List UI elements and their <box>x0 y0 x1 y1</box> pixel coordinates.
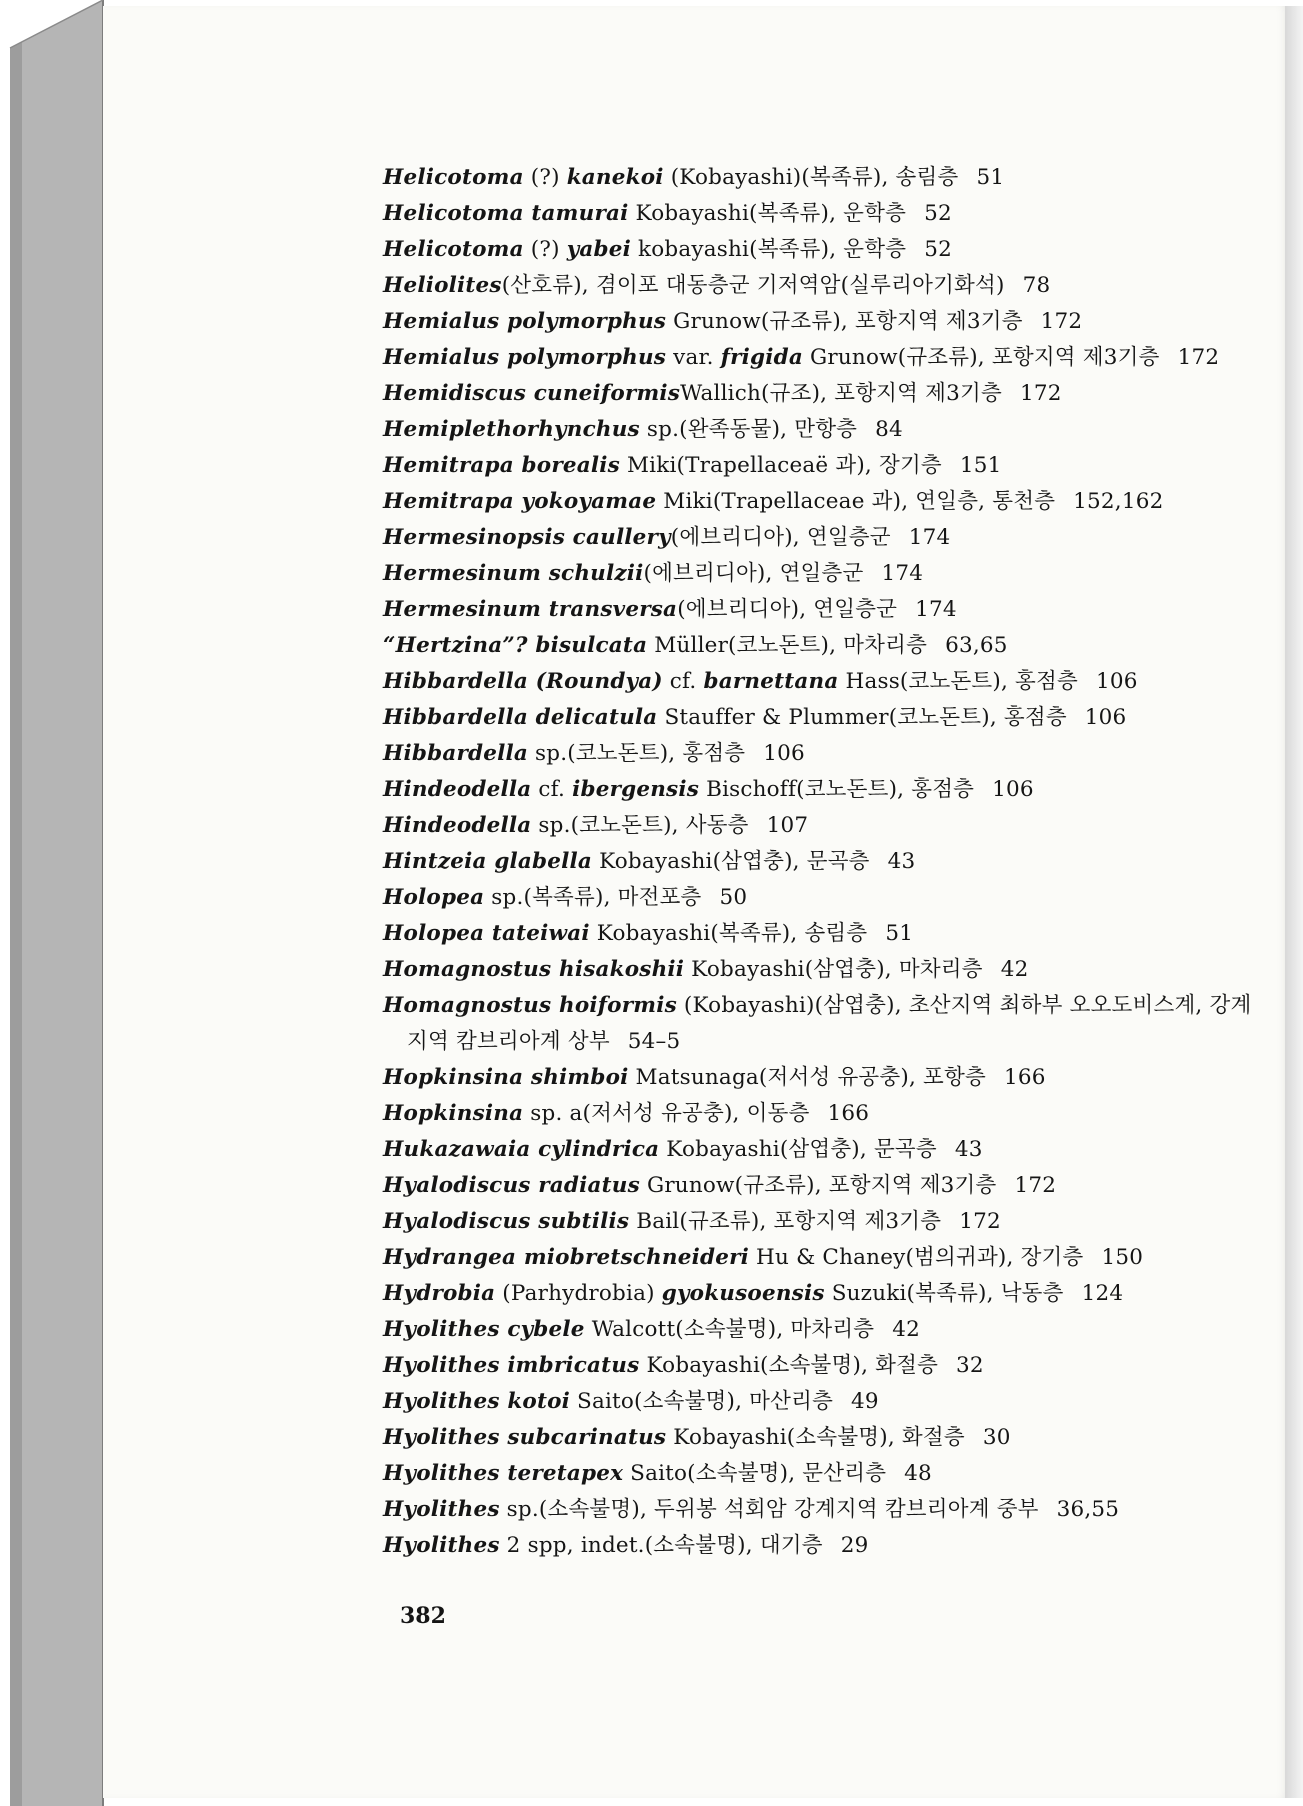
index-entry-line <box>383 1245 1143 1270</box>
index-entry <box>383 412 1303 448</box>
taxon-qualifier: cf. <box>531 777 573 802</box>
index-entry <box>383 1060 1303 1096</box>
entry-description: 2 spp, indet.(소속불명), 대기층 <box>499 1533 823 1558</box>
taxon-name: Hibbardella (Roundya) <box>383 669 663 694</box>
entry-description: Saito(소속불명), 마산리층 <box>570 1389 834 1414</box>
index-entry <box>383 1348 1303 1384</box>
index-entry-line <box>383 705 1126 730</box>
index-entry-line <box>383 1425 1011 1450</box>
page-reference: 32 <box>956 1353 984 1378</box>
index-entry <box>383 556 1303 592</box>
taxon-epithet: barnettana <box>703 669 839 694</box>
index-entry-line <box>383 957 1029 982</box>
index-entry-line <box>383 1137 983 1162</box>
taxon-name: Hydrobia <box>383 1281 496 1306</box>
page-reference: 172 <box>1019 381 1062 406</box>
index-entry-line <box>383 885 747 910</box>
index-entry <box>383 952 1303 988</box>
index-entry-line <box>383 1101 869 1126</box>
index-entry <box>383 808 1303 844</box>
taxon-name: Hydrangea miobretschneideri <box>383 1245 749 1270</box>
taxon-qualifier: (Parhydrobia) <box>495 1281 662 1306</box>
page-reference: 106 <box>763 741 805 766</box>
index-entry <box>383 1420 1303 1456</box>
index-entry <box>383 448 1303 484</box>
index-entry <box>383 988 1303 1060</box>
entry-description: Kobayashi(복족류), 송림층 <box>589 921 868 946</box>
index-entry-line <box>383 1209 1001 1234</box>
index-entry-line <box>383 453 1002 478</box>
entry-description: (Kobayashi)(삼엽충), 초산지역 최하부 오오도비스계, 강계 <box>676 993 1252 1018</box>
page-reference: 29 <box>840 1533 869 1558</box>
taxon-name: Hibbardella <box>383 741 528 766</box>
page-reference: 107 <box>766 813 809 838</box>
index-entry <box>383 1132 1303 1168</box>
index-entry-line <box>383 489 1163 514</box>
index-entry <box>383 484 1303 520</box>
taxon-epithet: ibergensis <box>572 777 700 802</box>
page-reference: 36,55 <box>1056 1497 1120 1522</box>
taxon-name: Hindeodella <box>383 813 532 838</box>
page-reference: 106 <box>1095 669 1138 694</box>
page-reference: 30 <box>982 1425 1011 1450</box>
taxon-name: Hibbardella delicatula <box>383 705 658 730</box>
entry-description: Saito(소속불명), 문산리층 <box>623 1461 887 1486</box>
taxon-qualifier: (?) <box>523 165 567 190</box>
page-reference: 51 <box>885 921 914 946</box>
entry-description: Bail(규조류), 포항지역 제3기층 <box>629 1209 942 1234</box>
taxon-name: Hemiplethorhynchus <box>383 417 640 442</box>
page-reference: 172 <box>1177 345 1220 370</box>
page-reference: 172 <box>1014 1173 1057 1198</box>
taxon-name: Hermesinum transversa <box>383 597 678 622</box>
entry-description: Müller(코노돈트), 마차리층 <box>647 633 928 658</box>
index-entry <box>383 1096 1303 1132</box>
page-reference: 166 <box>827 1101 870 1126</box>
page-reference: 63,65 <box>945 633 1008 658</box>
taxon-name: “Hertzina”? bisulcata <box>383 633 648 658</box>
page-reference: 124 <box>1081 1281 1124 1306</box>
index-entry-line <box>383 237 952 262</box>
page-reference: 174 <box>915 597 957 622</box>
entry-description: Stauffer & Plummer(코노돈트), 홍점층 <box>657 705 1067 730</box>
index-entry <box>383 916 1303 952</box>
taxon-name: Hopkinsina <box>383 1101 524 1126</box>
page-reference: 172 <box>959 1209 1001 1234</box>
index-entry-line <box>383 273 1050 298</box>
entry-description: Bischoff(코노돈트), 홍점층 <box>699 777 975 802</box>
index-entry <box>383 664 1303 700</box>
index-entry <box>383 1384 1303 1420</box>
page-reference: 42 <box>1000 957 1029 982</box>
page-reference: 78 <box>1022 273 1051 298</box>
taxon-name: Hukazawaia cylindrica <box>383 1137 660 1162</box>
entry-description: sp.(소속불명), 두위봉 석회암 강계지역 캄브리아계 중부 <box>499 1497 1039 1522</box>
entry-description: Kobayashi(복족류), 운학층 <box>628 201 907 226</box>
page-reference: 174 <box>908 525 951 550</box>
taxon-name: Hintzeia glabella <box>383 849 593 874</box>
index-entry-line <box>383 165 1004 190</box>
taxon-name: Helicotoma <box>383 165 524 190</box>
index-entry <box>383 700 1303 736</box>
index-entry <box>383 1492 1303 1528</box>
index-entry <box>383 1204 1303 1240</box>
index-entry-line <box>383 381 1062 406</box>
taxon-qualifier: (?) <box>523 237 567 262</box>
entry-description: sp.(복족류), 마전포층 <box>484 885 702 910</box>
entry-description: Kobayashi(소속불명), 화절층 <box>639 1353 939 1378</box>
index-entry-line <box>383 525 950 550</box>
page-reference: 49 <box>851 1389 879 1414</box>
page-reference: 43 <box>887 849 916 874</box>
taxon-name: Hyalodiscus subtilis <box>383 1209 630 1234</box>
page-reference: 48 <box>904 1461 932 1486</box>
entry-description: sp.(코노돈트), 사동층 <box>531 813 749 838</box>
taxon-epithet: gyokusoensis <box>661 1281 825 1306</box>
taxon-name: Homagnostus hoiformis <box>383 993 677 1018</box>
index-entry-line <box>383 849 915 874</box>
page-reference: 54–5 <box>627 1029 681 1054</box>
index-entry-line <box>383 1389 879 1414</box>
page-reference: 43 <box>954 1137 983 1162</box>
index-entry <box>383 844 1303 880</box>
index-entry-line <box>383 669 1138 694</box>
entry-description: Wallich(규조), 포항지역 제3기층 <box>680 381 1002 406</box>
index-entry-line <box>383 345 1219 370</box>
entry-description: sp.(코노돈트), 홍점층 <box>527 741 746 766</box>
entry-description: Suzuki(복족류), 낙동층 <box>824 1281 1064 1306</box>
page-reference: 42 <box>892 1317 921 1342</box>
taxon-name: Hemialus polymorphus <box>383 309 667 334</box>
entry-description: (에브리디아), 연일층군 <box>670 525 891 550</box>
index-entry <box>383 1276 1303 1312</box>
page-reference: 50 <box>719 885 748 910</box>
taxon-name: Helicotoma tamurai <box>383 201 629 226</box>
page-reference: 52 <box>924 237 952 262</box>
page-reference: 172 <box>1040 309 1083 334</box>
index-entry-line <box>383 1317 920 1342</box>
page-reference: 150 <box>1101 1245 1144 1270</box>
taxon-qualifier: cf. <box>662 669 704 694</box>
entry-description: Grunow(규조류), 포항지역 제3기층 <box>803 345 1160 370</box>
page-reference: 106 <box>992 777 1034 802</box>
entry-description: sp.(완족동물), 만항층 <box>639 417 858 442</box>
index-entry <box>383 1240 1303 1276</box>
index-entry-line <box>383 1281 1123 1306</box>
page-reference: 151 <box>959 453 1002 478</box>
book-page <box>103 6 1289 1798</box>
taxon-name: Hemidiscus cuneiformis <box>383 381 681 406</box>
index-entry <box>383 1528 1303 1564</box>
index-entry-line <box>383 417 903 442</box>
page-reference: 106 <box>1084 705 1127 730</box>
index-entry-line <box>383 1497 1119 1522</box>
entry-description: kobayashi(복족류), 운학층 <box>631 237 907 262</box>
taxon-name: Hemitrapa yokoyamae <box>383 489 657 514</box>
index-entry-line <box>383 1461 932 1486</box>
index-entry-line <box>383 1065 1046 1090</box>
index-entry <box>383 304 1303 340</box>
taxon-name: Hyalodiscus radiatus <box>383 1173 640 1198</box>
index-entry-line <box>383 777 1034 802</box>
taxon-name: Homagnostus hisakoshii <box>383 957 685 982</box>
entry-description: (산호류), 겸이포 대동층군 기저역암(실루리아기화석) <box>501 273 1005 298</box>
page-number: 382 <box>400 1603 446 1629</box>
taxon-name: Hopkinsina shimboi <box>383 1065 629 1090</box>
index-entry-line <box>383 201 952 226</box>
entry-description: Walcott(소속불명), 마차리층 <box>584 1317 875 1342</box>
taxon-epithet: yabei <box>566 237 632 262</box>
taxon-name: Hindeodella <box>383 777 532 802</box>
taxon-name: Hyolithes kotoi <box>383 1389 570 1414</box>
index-entry <box>383 772 1303 808</box>
index-entry-line <box>383 633 1008 658</box>
entry-description: (Kobayashi)(복족류), 송림층 <box>663 165 959 190</box>
index-entry <box>383 1456 1303 1492</box>
index-entry <box>383 880 1303 916</box>
index-entry-line <box>383 813 808 838</box>
entry-description: Kobayashi(삼엽충), 마차리층 <box>684 957 983 982</box>
taxon-name: Holopea <box>383 885 485 910</box>
index-entry <box>383 736 1303 772</box>
taxon-name: Hyolithes teretapex <box>383 1461 624 1486</box>
index-entry <box>383 376 1303 412</box>
index-entry-list <box>383 160 1303 1564</box>
index-entry <box>383 1312 1303 1348</box>
book-spine <box>0 0 110 1806</box>
page-reference: 152,162 <box>1073 489 1164 514</box>
page-reference: 51 <box>976 165 1005 190</box>
taxon-name: Heliolites <box>383 273 502 298</box>
taxon-name: Hemialus polymorphus <box>383 345 667 370</box>
index-entry-line <box>383 561 923 586</box>
index-entry-line <box>383 921 913 946</box>
index-entry <box>383 232 1303 268</box>
entry-description: Hass(코노돈트), 홍점층 <box>838 669 1078 694</box>
taxon-name: Helicotoma <box>383 237 524 262</box>
entry-description: Kobayashi(삼엽충), 문곡층 <box>659 1137 937 1162</box>
page-reference: 52 <box>924 201 952 226</box>
index-entry-line <box>383 1353 984 1378</box>
index-entry-line <box>383 597 957 622</box>
index-entry <box>383 520 1303 556</box>
index-entry-continuation <box>383 1024 1303 1060</box>
taxon-name: Hemitrapa borealis <box>383 453 620 478</box>
index-entry-line <box>383 993 1251 1018</box>
page-reference: 174 <box>881 561 924 586</box>
taxon-name: Hermesinum schulzii <box>383 561 644 586</box>
index-entry-line <box>383 1533 869 1558</box>
taxon-name: Hyolithes <box>383 1497 500 1522</box>
index-entry <box>383 592 1303 628</box>
page-edge <box>1285 6 1303 1798</box>
index-entry <box>383 340 1303 376</box>
taxon-name: Holopea tateiwai <box>383 921 590 946</box>
page-reference: 84 <box>875 417 903 442</box>
entry-description: sp. a(저서성 유공충), 이동층 <box>523 1101 810 1126</box>
index-entry <box>383 268 1303 304</box>
entry-description: (에브리디아), 연일층군 <box>643 561 864 586</box>
index-entry-line <box>383 1173 1056 1198</box>
taxon-name: Hermesinopsis caullery <box>383 525 671 550</box>
page-reference: 166 <box>1003 1065 1046 1090</box>
entry-description: Matsunaga(저서성 유공충), 포항층 <box>628 1065 986 1090</box>
index-entry-line <box>383 741 805 766</box>
index-entry-line <box>383 309 1082 334</box>
taxon-name: Hyolithes subcarinatus <box>383 1425 667 1450</box>
index-entry <box>383 196 1303 232</box>
index-entry <box>383 1168 1303 1204</box>
entry-description: Kobayashi(삼엽충), 문곡층 <box>592 849 870 874</box>
entry-description: Miki(Trapellaceae 과), 연일층, 통천층 <box>656 489 1056 514</box>
entry-description: Miki(Trapellaceaë 과), 장기층 <box>619 453 942 478</box>
taxon-epithet: frigida <box>720 345 803 370</box>
entry-description: Kobayashi(소속불명), 화절층 <box>666 1425 965 1450</box>
taxon-name: Hyolithes <box>383 1533 500 1558</box>
entry-description: Grunow(규조류), 포항지역 제3기층 <box>639 1173 997 1198</box>
entry-description: Hu & Chaney(범의귀과), 장기층 <box>749 1245 1084 1270</box>
index-entry <box>383 160 1303 196</box>
index-entry <box>383 628 1303 664</box>
taxon-name: Hyolithes imbricatus <box>383 1353 640 1378</box>
entry-description-continued: 지역 캄브리아계 상부 <box>407 1029 610 1054</box>
entry-description: Grunow(규조류), 포항지역 제3기층 <box>666 309 1023 334</box>
taxon-epithet: kanekoi <box>566 165 664 190</box>
taxon-qualifier: var. <box>666 345 721 370</box>
entry-description: (에브리디아), 연일층군 <box>677 597 898 622</box>
taxon-name: Hyolithes cybele <box>383 1317 585 1342</box>
